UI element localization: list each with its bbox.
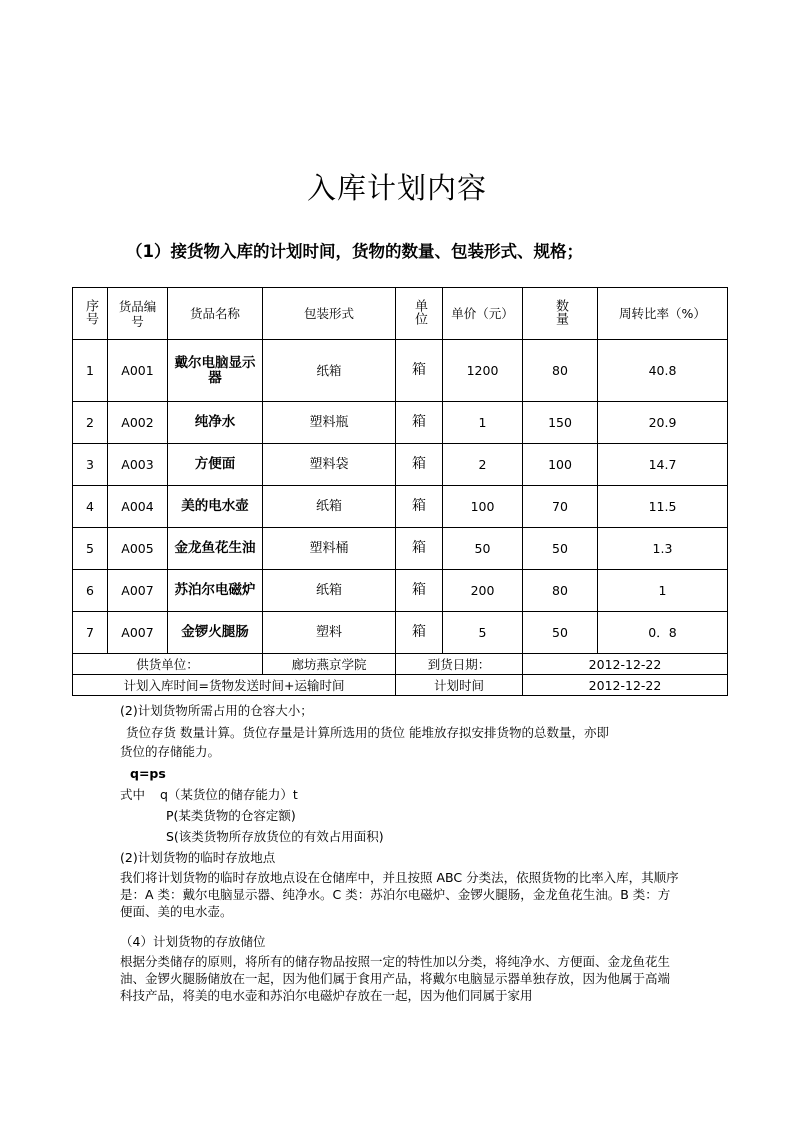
cell-name: 戴尔电脑显示器: [168, 340, 263, 402]
header-unit: 单位: [396, 288, 443, 340]
cell-unit: 箱: [396, 570, 443, 612]
cell-seq: 3: [73, 444, 108, 486]
inbound-plan-table: [72, 287, 728, 696]
definition-p: P(某类货物的仓容定额): [166, 808, 296, 823]
definition-s: S(该类货物所存放货位的有效占用面积): [166, 829, 384, 844]
cell-code: A002: [108, 402, 168, 444]
cell-code: A005: [108, 528, 168, 570]
cell-price: 2: [443, 444, 523, 486]
cell-qty: 150: [523, 402, 598, 444]
table-row: [73, 528, 728, 570]
table-row: [73, 486, 728, 528]
cell-package: 塑料: [263, 612, 396, 654]
cell-package: 塑料袋: [263, 444, 396, 486]
table-row: [73, 612, 728, 654]
table-row: [73, 340, 728, 402]
cell-price: 200: [443, 570, 523, 612]
cell-turnover: 1: [598, 570, 728, 612]
cell-code: A004: [108, 486, 168, 528]
header-package: 包装形式: [263, 288, 396, 340]
cell-qty: 70: [523, 486, 598, 528]
table-row: [73, 402, 728, 444]
cell-package: 纸箱: [263, 570, 396, 612]
header-seq: 序号: [73, 288, 108, 340]
cell-seq: 6: [73, 570, 108, 612]
cell-seq: 7: [73, 612, 108, 654]
cell-qty: 80: [523, 570, 598, 612]
header-qty: 数量: [523, 288, 598, 340]
table-row: [73, 570, 728, 612]
definition-q: q（某货位的储存能力）t: [160, 787, 298, 802]
table-header-row: [73, 288, 728, 340]
cell-unit: 箱: [396, 612, 443, 654]
cell-qty: 50: [523, 528, 598, 570]
section-4-heading: （4）计划货物的存放储位: [120, 934, 266, 949]
cell-package: 纸箱: [263, 340, 396, 402]
cell-name: 金锣火腿肠: [168, 612, 263, 654]
supplier-value: 廊坊燕京学院: [263, 654, 396, 675]
cell-unit: 箱: [396, 340, 443, 402]
cell-qty: 50: [523, 612, 598, 654]
cell-name: 金龙鱼花生油: [168, 528, 263, 570]
cell-price: 5: [443, 612, 523, 654]
cell-code: A003: [108, 444, 168, 486]
cell-price: 1200: [443, 340, 523, 402]
cell-seq: 1: [73, 340, 108, 402]
cell-seq: 2: [73, 402, 108, 444]
cell-code: A007: [108, 570, 168, 612]
cell-unit: 箱: [396, 402, 443, 444]
cell-turnover: 40.8: [598, 340, 728, 402]
header-turnover: 周转比率（%）: [598, 288, 728, 340]
cell-price: 1: [443, 402, 523, 444]
section-4-paragraph: 根据分类储存的原则，将所有的储存物品按照一定的特性加以分类，将纯净水、方便面、金龙鱼花生油、金锣火腿肠储放在一起，因为他们属于食用产品，将戴尔电脑显示器单独存放，因为他属于高端科技产品，将美的电水壶和苏泊尔电磁炉存放在一起，因为他们同属于家用: [120, 954, 671, 1003]
cell-package: 纸箱: [263, 486, 396, 528]
cell-name: 方便面: [168, 444, 263, 486]
cell-seq: 5: [73, 528, 108, 570]
section-3-heading: (2)计划货物的临时存放地点: [120, 850, 276, 865]
cell-qty: 100: [523, 444, 598, 486]
cell-turnover: 20.9: [598, 402, 728, 444]
cell-turnover: 11.5: [598, 486, 728, 528]
arrival-date-value: 2012-12-22: [523, 654, 728, 675]
cell-unit: 箱: [396, 528, 443, 570]
plan-time-value: 2012-12-22: [523, 675, 728, 696]
header-price: 单价（元）: [443, 288, 523, 340]
page-title: 入库计划内容: [306, 171, 487, 205]
cell-unit: 箱: [396, 486, 443, 528]
header-code: 货品编 号: [108, 288, 168, 340]
cell-name: 纯净水: [168, 402, 263, 444]
cell-package: 塑料桶: [263, 528, 396, 570]
cell-package: 塑料瓶: [263, 402, 396, 444]
cell-turnover: 1.3: [598, 528, 728, 570]
table-footer-row-plan: [73, 675, 728, 696]
plan-time-formula: 计划入库时间=货物发送时间+运输时间: [73, 675, 396, 696]
cell-qty: 80: [523, 340, 598, 402]
section-1-heading: （1）接货物入库的计划时间，货物的数量、包装形式、规格；: [126, 242, 583, 261]
section-2-paragraph-line1: 货位存货 数量计算。货位存量是计算所选用的货位 能堆放存拟安排货物的总数量，亦即: [126, 725, 609, 740]
cell-turnover: 0．8: [598, 612, 728, 654]
table-footer-row-supplier: [73, 654, 728, 675]
cell-code: A001: [108, 340, 168, 402]
cell-seq: 4: [73, 486, 108, 528]
cell-turnover: 14.7: [598, 444, 728, 486]
cell-price: 100: [443, 486, 523, 528]
table-row: [73, 444, 728, 486]
arrival-date-label: 到货日期：: [396, 654, 523, 675]
supplier-label: 供货单位：: [73, 654, 263, 675]
formula-where: 式中: [120, 787, 146, 802]
formula: q=ps: [130, 766, 166, 781]
section-2-paragraph-line2: 货位的存储能力。: [120, 744, 221, 759]
cell-code: A007: [108, 612, 168, 654]
section-2-heading: (2)计划货物所需占用的仓容大小；: [120, 703, 313, 718]
cell-price: 50: [443, 528, 523, 570]
plan-time-label: 计划时间: [396, 675, 523, 696]
header-name: 货品名称: [168, 288, 263, 340]
cell-name: 美的电水壶: [168, 486, 263, 528]
section-3-paragraph: 我们将计划货物的临时存放地点设在仓储库中，并且按照 ABC 分类法，依照货物的比率入库，其顺序是：A 类：戴尔电脑显示器、纯净水。C 类：苏泊尔电磁炉、金锣火腿肠，金龙鱼花生油。B 类：方便面、美的电水壶。: [120, 870, 679, 919]
cell-unit: 箱: [396, 444, 443, 486]
cell-name: 苏泊尔电磁炉: [168, 570, 263, 612]
